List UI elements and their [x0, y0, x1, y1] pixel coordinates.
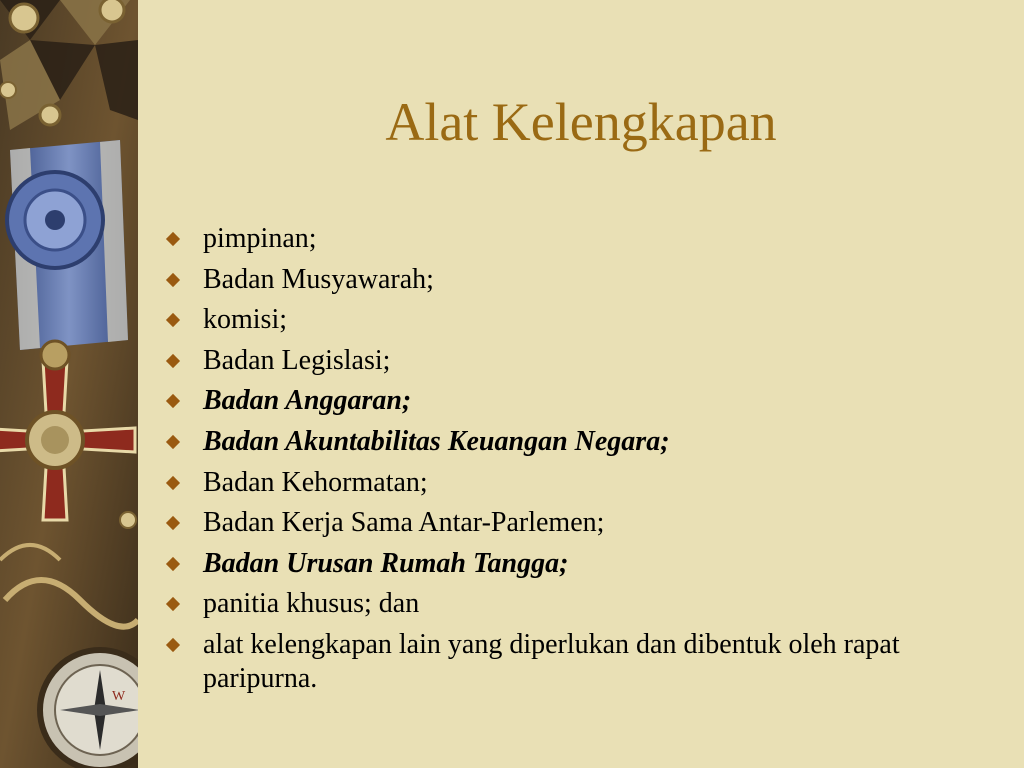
medal-decoration-image	[0, 0, 138, 768]
list-item	[166, 384, 996, 418]
list-item-text: pimpinan;	[203, 223, 317, 254]
diamond-bullet-icon	[166, 354, 180, 368]
list-item-text: komisi;	[203, 304, 288, 336]
bullet-list	[166, 222, 996, 703]
svg-text:W: W	[112, 689, 126, 704]
list-item	[166, 628, 996, 696]
slide-title: Alat Kelengkapan	[385, 92, 777, 152]
list-item	[166, 587, 996, 621]
list-item-text: panitia khusus; dan	[203, 588, 420, 620]
list-item-text: Badan Kehormatan;	[203, 466, 428, 498]
diamond-bullet-icon	[166, 475, 180, 489]
list-item	[166, 222, 996, 256]
list-item-text: Badan Legislasi;	[203, 344, 391, 376]
list-item-text: Badan Musyawarah;	[203, 263, 434, 295]
list-item-text: Badan Kerja Sama Antar-Parlemen;	[203, 507, 605, 539]
diamond-bullet-icon	[166, 638, 180, 652]
list-item-text: alat kelengkapan lain yang diperlukan dan dibentuk oleh rapat paripurna.	[203, 628, 900, 694]
list-item-text: Badan Urusan Rumah Tangga;	[203, 547, 569, 579]
list-item-text: Badan Anggaran;	[203, 385, 412, 417]
list-item	[166, 263, 996, 297]
list-item	[166, 466, 996, 500]
diamond-bullet-icon	[166, 394, 180, 408]
list-item	[166, 425, 996, 459]
list-item	[166, 547, 996, 581]
diamond-bullet-icon	[166, 273, 180, 287]
diamond-bullet-icon	[166, 232, 180, 246]
diamond-bullet-icon	[166, 313, 180, 327]
list-item-text: Badan Akuntabilitas Keuangan Negara;	[203, 425, 670, 457]
diamond-bullet-icon	[166, 557, 180, 571]
list-item	[166, 506, 996, 540]
diamond-bullet-icon	[166, 597, 180, 611]
list-item	[166, 303, 996, 337]
diamond-bullet-icon	[166, 435, 180, 449]
list-item	[166, 344, 996, 378]
diamond-bullet-icon	[166, 516, 180, 530]
